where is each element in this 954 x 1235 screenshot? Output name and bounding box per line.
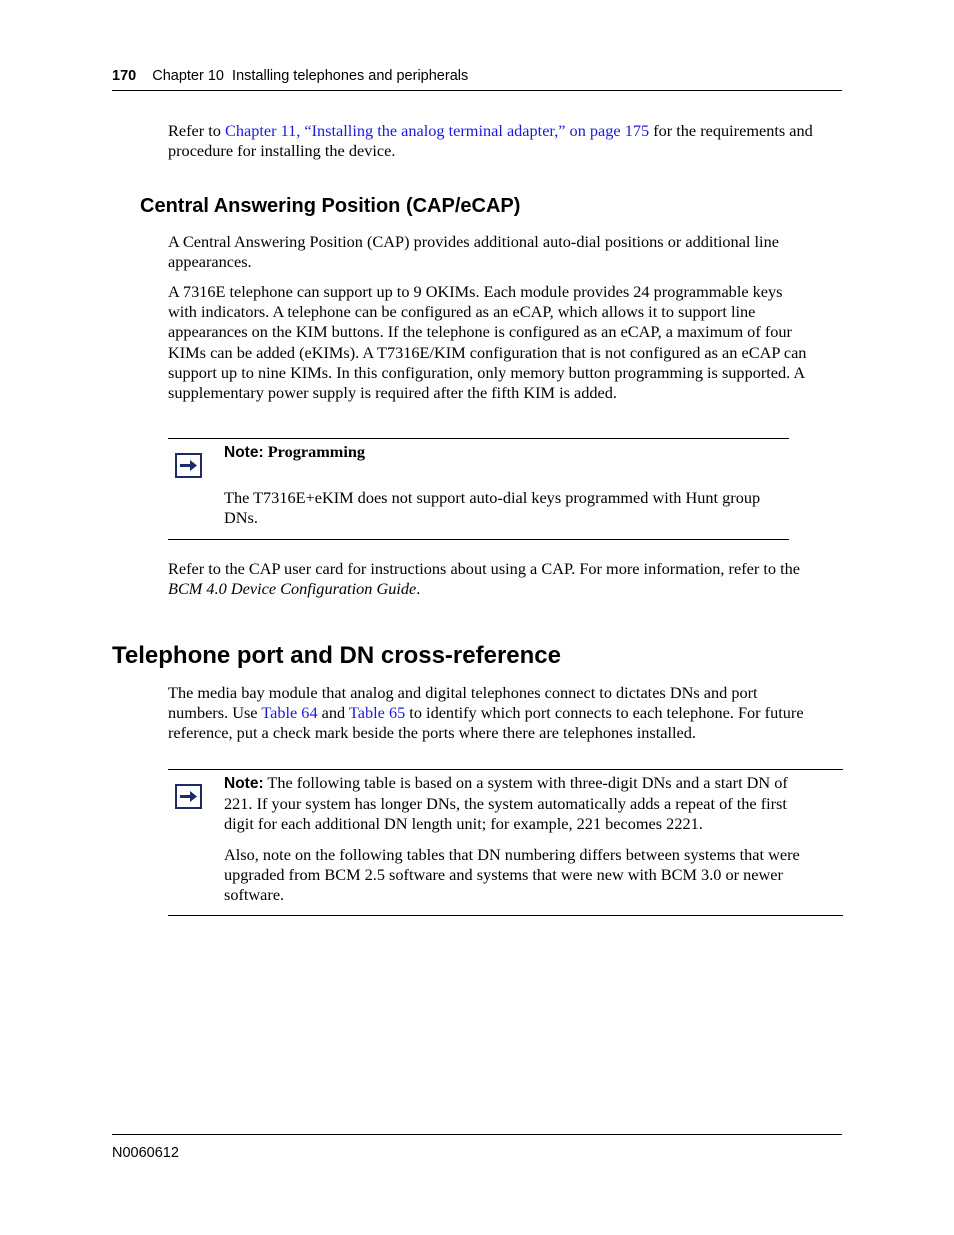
- header-rule: [112, 90, 842, 91]
- guide-title: BCM 4.0 Device Configuration Guide: [168, 579, 417, 599]
- right-arrow-icon: [179, 790, 198, 803]
- right-arrow-icon: [179, 459, 198, 472]
- note-label: Note:: [224, 444, 264, 461]
- note-arrow-icon: [175, 453, 202, 478]
- note2-label: Note:: [224, 775, 264, 792]
- note-bottom-rule: [168, 539, 789, 540]
- intro-paragraph: Refer to Chapter 11, “Installing the analog terminal adapter,” on page 175 for the requirements and procedure for installing the device.: [168, 121, 813, 161]
- note2-bottom-rule: [168, 915, 843, 916]
- note2-top-rule: [168, 769, 843, 770]
- note-programming-body: The T7316E+eKIM does not support auto-dial keys programmed with Hunt group DNs.: [224, 488, 761, 528]
- cap-paragraph-2: A 7316E telephone can support up to 9 OKIMs. Each module provides 24 programmable keys with indicators. A telephone can be configured as an eCAP, which allows it to support line appearances on the KIM buttons. If the telephone is configured as an eCAP, a maximum of four KIMs can be added (eKIMs). A T7316E/KIM configuration that is not configured as an eCAP can support up to nine KIMs. In this configuration, only memory button programming is supported. A supplementary power supply is required after the fifth KIM is added.: [168, 282, 807, 403]
- footer-doc-id: N0060612: [112, 1145, 179, 1161]
- note-title: Programming: [267, 442, 366, 461]
- note-programming-title: [224, 442, 365, 463]
- section-heading-dn: Telephone port and DN cross-reference: [112, 642, 561, 669]
- chapter-11-link[interactable]: Chapter 11, “Installing the analog terminal adapter,” on page 175: [224, 121, 650, 140]
- chapter-title: Chapter 10 Installing telephones and peripherals: [152, 68, 469, 84]
- table-64-link[interactable]: Table 64: [261, 703, 318, 723]
- footer-rule: [112, 1134, 842, 1135]
- dn-paragraph: The media bay module that analog and digital telephones connect to dictates DNs and port numbers. Use Table 64 and Table 65 to identify which port connects to each telephone. For future reference, put a check mark beside the ports where there are telephones installed.: [168, 683, 804, 743]
- note2-body-2: Also, note on the following tables that DN numbering differs between systems that were upgraded from BCM 2.5 software and systems that were new with BCM 3.0 or newer software.: [224, 845, 800, 905]
- page-number: 170: [112, 68, 137, 84]
- section-heading-cap: Central Answering Position (CAP/eCAP): [140, 195, 521, 217]
- table-65-link[interactable]: Table 65: [348, 703, 406, 723]
- note2-body: Note: The following table is based on a system with three-digit DNs and a start DN of 221. If your system has longer DNs, the system automatically adds a repeat of the first digit for each additional DN length unit; for example, 221 becomes 2221.: [224, 773, 788, 834]
- page-header: [112, 68, 468, 84]
- note-top-rule: [168, 438, 789, 439]
- cap-paragraph-1: A Central Answering Position (CAP) provides additional auto-dial positions or additional line appearances.: [168, 232, 779, 272]
- note2-arrow-icon: [175, 784, 202, 809]
- cap-paragraph-3: Refer to the CAP user card for instructions about using a CAP. For more information, refer to the BCM 4.0 Device Configuration Guide.: [168, 559, 800, 599]
